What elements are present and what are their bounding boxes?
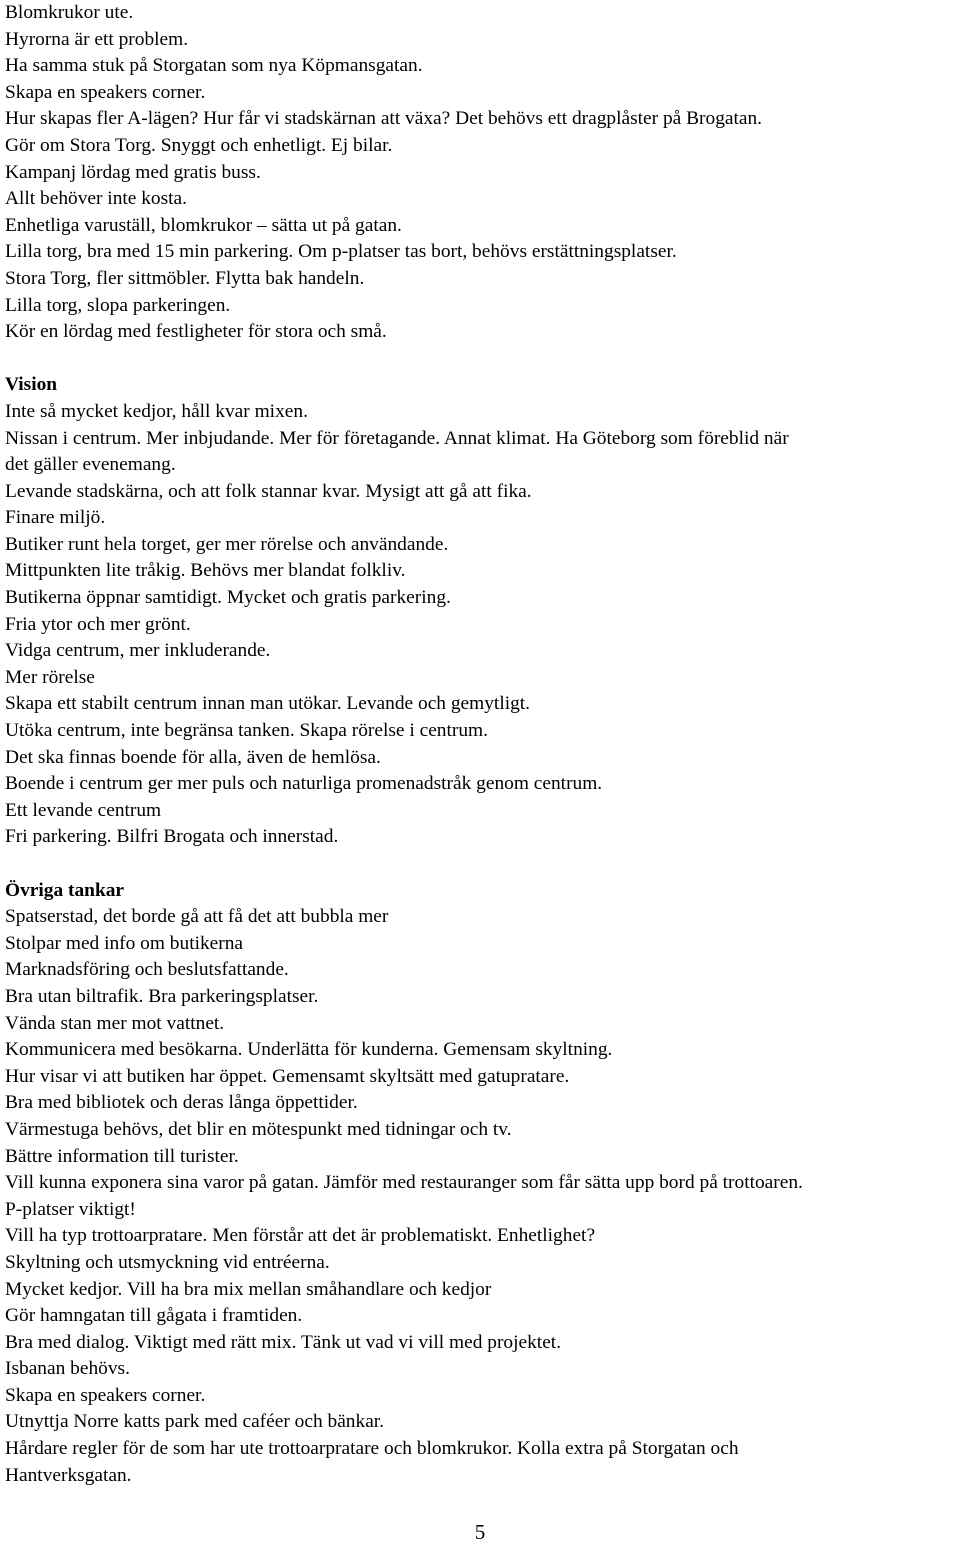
text-line: Stolpar med info om butikerna [5, 932, 244, 954]
text-line: Mittpunkten lite tråkig. Behövs mer blandat folkliv. [5, 560, 406, 582]
text-line: Mer rörelse [5, 666, 95, 688]
text-line: Utöka centrum, inte begränsa tanken. Skapa rörelse i centrum. [5, 720, 488, 742]
section-gap [5, 346, 960, 373]
text-line: Marknadsföring och beslutsfattande. [5, 959, 289, 981]
notes-section [5, 0, 960, 346]
text-line: Levande stadskärna, och att folk stannar kvar. Mysigt att gå att fika. [5, 480, 532, 502]
text-line: Kommunicera med besökarna. Underlätta för kunderna. Gemensam skyltning. [5, 1039, 613, 1061]
text-line: Vill kunna exponera sina varor på gatan. Jämför med restauranger som får sätta upp bord på trottoaren. [5, 1172, 803, 1194]
text-line: Gör om Stora Torg. Snyggt och enhetligt. Ej bilar. [5, 134, 393, 156]
text-line: Det ska finnas boende för alla, även de hemlösa. [5, 746, 381, 768]
text-line: Butiker runt hela torget, ger mer rörelse och användande. [5, 533, 449, 555]
text-line: Mycket kedjor. Vill ha bra mix mellan småhandlare och kedjor [5, 1278, 492, 1300]
text-line: Bra med bibliotek och deras långa öppettider. [5, 1092, 358, 1114]
text-line: Bra med dialog. Viktigt med rätt mix. Tänk ut vad vi vill med projektet. [5, 1331, 562, 1353]
text-line: Lilla torg, slopa parkeringen. [5, 294, 231, 316]
text-line: Inte så mycket kedjor, håll kvar mixen. [5, 400, 308, 422]
text-line: Skyltning och utsmyckning vid entréerna. [5, 1251, 330, 1273]
text-line: Skapa ett stabilt centrum innan man utökar. Levande och gemytligt. [5, 693, 531, 715]
text-line: Boende i centrum ger mer puls och naturliga promenadstråk genom centrum. [5, 773, 603, 795]
text-line: Kör en lördag med festligheter för stora och små. [5, 321, 387, 343]
text-line: Fria ytor och mer grönt. [5, 613, 191, 635]
text-line: Blomkrukor ute. [5, 2, 134, 23]
text-line: Fri parkering. Bilfri Brogata och innerstad. [5, 826, 339, 848]
text-line: Bättre information till turister. [5, 1145, 239, 1167]
text-line: Isbanan behövs. [5, 1358, 130, 1380]
vision-section [5, 399, 960, 851]
text-line: Hur skapas fler A-lägen? Hur får vi stadskärnan att växa? Det behövs ett dragplåster på Brogatan. [5, 108, 763, 130]
text-line: Vidga centrum, mer inkluderande. [5, 640, 271, 662]
text-line: Värmestuga behövs, det blir en mötespunkt med tidningar och tv. [5, 1118, 512, 1140]
text-line: det gäller evenemang. [5, 454, 176, 476]
ovriga-tankar-section [5, 904, 960, 1489]
text-line: Kampanj lördag med gratis buss. [5, 161, 261, 183]
document-page [5, 0, 960, 1489]
text-line: Hantverksgatan. [5, 1464, 132, 1486]
text-line: Bra utan biltrafik. Bra parkeringsplatser. [5, 985, 319, 1007]
section-gap [5, 851, 960, 878]
text-line: Lilla torg, bra med 15 min parkering. Om p-platser tas bort, behövs erstättningsplatser. [5, 241, 677, 263]
text-line: Skapa en speakers corner. [5, 1384, 206, 1406]
text-line: Finare miljö. [5, 507, 106, 529]
text-line: Ett levande centrum [5, 799, 162, 821]
text-line: Nissan i centrum. Mer inbjudande. Mer för företagande. Annat klimat. Ha Göteborg som föreblid när [5, 427, 789, 449]
text-line: Ha samma stuk på Storgatan som nya Köpmansgatan. [5, 55, 423, 77]
page-number: 5 [474, 1520, 486, 1544]
text-line: Hur visar vi att butiken har öppet. Gemensamt skyltsätt med gatupratare. [5, 1065, 570, 1087]
ovriga-tankar-heading: Övriga tankar [5, 879, 125, 901]
text-line: Utnyttja Norre katts park med caféer och bänkar. [5, 1411, 385, 1433]
text-line: Hårdare regler för de som har ute trottoarpratare och blomkrukor. Kolla extra på Storgatan och [5, 1438, 739, 1460]
text-line: Enhetliga varuställ, blomkrukor – sätta ut på gatan. [5, 214, 402, 236]
text-line: Hyrorna är ett problem. [5, 28, 189, 50]
text-line: Vill ha typ trottoarpratare. Men förstår att det är problematiskt. Enhetlighet? [5, 1225, 596, 1247]
text-line: Gör hamngatan till gågata i framtiden. [5, 1305, 303, 1327]
text-line: Vända stan mer mot vattnet. [5, 1012, 225, 1034]
text-line: Butikerna öppnar samtidigt. Mycket och gratis parkering. [5, 587, 451, 609]
vision-heading: Vision [5, 374, 58, 396]
text-line: Skapa en speakers corner. [5, 81, 206, 103]
text-line: Allt behöver inte kosta. [5, 188, 188, 210]
text-line: Stora Torg, fler sittmöbler. Flytta bak handeln. [5, 267, 365, 289]
text-line: Spatserstad, det borde gå att få det att bubbla mer [5, 906, 389, 928]
text-line: P-platser viktigt! [5, 1198, 136, 1220]
